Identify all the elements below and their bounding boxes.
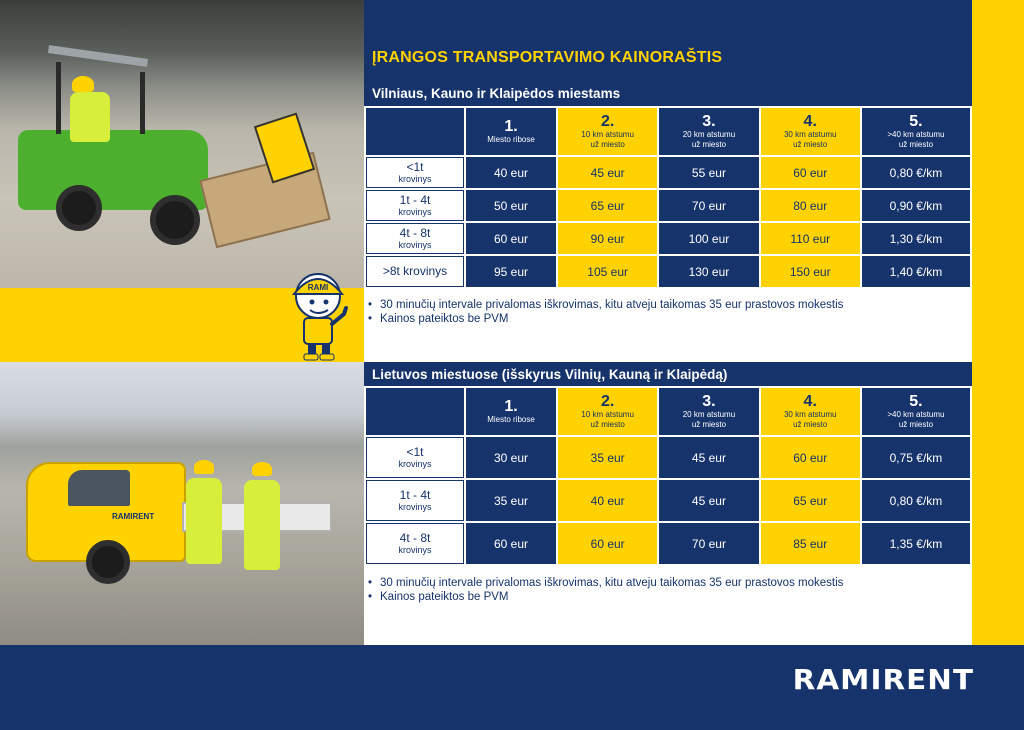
worker bbox=[186, 478, 222, 564]
van-window bbox=[68, 470, 130, 506]
table-corner bbox=[366, 388, 464, 435]
price-cell: 80 eur bbox=[761, 190, 860, 221]
loader-photo bbox=[0, 0, 364, 288]
price-cell: 50 eur bbox=[466, 190, 556, 221]
price-cell: 60 eur bbox=[761, 157, 860, 188]
column-header: 2. 10 km atstumu už miesto bbox=[558, 388, 657, 435]
price-cell: 130 eur bbox=[659, 256, 758, 287]
table-corner bbox=[366, 108, 464, 155]
mascot-helmet-text: RAMI bbox=[307, 283, 329, 292]
table-row bbox=[366, 157, 970, 188]
price-cell: 60 eur bbox=[466, 523, 556, 564]
price-cell: 55 eur bbox=[659, 157, 758, 188]
loader-wheel bbox=[56, 185, 102, 231]
price-cell: 0,80 €/km bbox=[862, 480, 970, 521]
van-logo-text: RAMIRENT bbox=[112, 512, 155, 521]
price-cell: 100 eur bbox=[659, 223, 758, 254]
price-cell: 95 eur bbox=[466, 256, 556, 287]
section2-notes bbox=[368, 576, 843, 604]
column-header: 1. Miesto ribose bbox=[466, 108, 556, 155]
note-item: • Kainos pateiktos be PVM bbox=[368, 590, 843, 604]
price-cell: 90 eur bbox=[558, 223, 657, 254]
operator-helmet bbox=[72, 76, 94, 92]
row-label: <1t krovinys bbox=[366, 157, 464, 188]
price-cell: 30 eur bbox=[466, 437, 556, 478]
footer bbox=[0, 645, 1024, 730]
table-body bbox=[366, 437, 970, 564]
column-header: 5. >40 km atstumu už miesto bbox=[862, 108, 970, 155]
loader-roof bbox=[48, 45, 148, 67]
column-header: 5. >40 km atstumu už miesto bbox=[862, 388, 970, 435]
price-cell: 45 eur bbox=[659, 480, 758, 521]
note-item: • 30 minučių intervale privalomas iškrovimas, kitu atveju taikomas 35 eur prastovos mokestis bbox=[368, 576, 843, 590]
price-cell: 70 eur bbox=[659, 523, 758, 564]
table-body bbox=[366, 157, 970, 287]
price-cell: 0,80 €/km bbox=[862, 157, 970, 188]
price-table-2 bbox=[364, 386, 972, 566]
section2-subtitle: Lietuvos miestuose (išskyrus Vilnių, Kauną ir Klaipėdą) bbox=[372, 367, 728, 382]
row-label: 1t - 4t krovinys bbox=[366, 480, 464, 521]
note-item: • Kainos pateiktos be PVM bbox=[368, 312, 843, 326]
row-label: 1t - 4t krovinys bbox=[366, 190, 464, 221]
worker-helmet bbox=[252, 462, 272, 476]
loader-wheel bbox=[150, 195, 200, 245]
column-header: 4. 30 km atstumu už miesto bbox=[761, 388, 860, 435]
price-cell: 40 eur bbox=[466, 157, 556, 188]
loader-post bbox=[140, 72, 145, 134]
worker-helmet bbox=[194, 460, 214, 474]
price-cell: 60 eur bbox=[466, 223, 556, 254]
price-cell: 1,30 €/km bbox=[862, 223, 970, 254]
loader-post bbox=[56, 62, 61, 134]
table-row bbox=[366, 437, 970, 478]
page-title: ĮRANGOS TRANSPORTAVIMO KAINORAŠTIS bbox=[372, 49, 723, 66]
column-header: 1. Miesto ribose bbox=[466, 388, 556, 435]
price-cell: 65 eur bbox=[558, 190, 657, 221]
price-cell: 110 eur bbox=[761, 223, 860, 254]
price-cell: 70 eur bbox=[659, 190, 758, 221]
ramirent-logo: RAMIRENT bbox=[792, 663, 975, 696]
price-cell: 85 eur bbox=[761, 523, 860, 564]
table-row bbox=[366, 256, 970, 287]
price-cell: 105 eur bbox=[558, 256, 657, 287]
price-cell: 60 eur bbox=[761, 437, 860, 478]
price-cell: 45 eur bbox=[659, 437, 758, 478]
price-cell: 1,40 €/km bbox=[862, 256, 970, 287]
price-cell: 60 eur bbox=[558, 523, 657, 564]
row-label: >8t krovinys bbox=[366, 256, 464, 287]
mascot-figure bbox=[284, 270, 354, 362]
price-cell: 35 eur bbox=[466, 480, 556, 521]
column-header: 3. 20 km atstumu už miesto bbox=[659, 108, 758, 155]
section1-subtitle: Vilniaus, Kauno ir Klaipėdos miestams bbox=[372, 86, 621, 101]
column-header: 4. 30 km atstumu už miesto bbox=[761, 108, 860, 155]
note-item: • 30 minučių intervale privalomas iškrovimas, kitu atveju taikomas 35 eur prastovos mokestis bbox=[368, 298, 843, 312]
price-cell: 1,35 €/km bbox=[862, 523, 970, 564]
price-cell: 40 eur bbox=[558, 480, 657, 521]
price-cell: 45 eur bbox=[558, 157, 657, 188]
row-label: 4t - 8t krovinys bbox=[366, 523, 464, 564]
worker bbox=[244, 480, 280, 570]
row-label: <1t krovinys bbox=[366, 437, 464, 478]
table-row bbox=[366, 223, 970, 254]
column-header: 2. 10 km atstumu už miesto bbox=[558, 108, 657, 155]
price-table-1 bbox=[364, 106, 972, 289]
table-row bbox=[366, 190, 970, 221]
column-header: 3. 20 km atstumu už miesto bbox=[659, 388, 758, 435]
operator bbox=[70, 92, 110, 142]
right-accent-strip bbox=[972, 0, 1024, 645]
price-cell: 65 eur bbox=[761, 480, 860, 521]
price-cell: 0,90 €/km bbox=[862, 190, 970, 221]
table-row bbox=[366, 480, 970, 521]
price-cell: 35 eur bbox=[558, 437, 657, 478]
price-cell: 0,75 €/km bbox=[862, 437, 970, 478]
row-label: 4t - 8t krovinys bbox=[366, 223, 464, 254]
section1-notes bbox=[368, 298, 843, 326]
table-row bbox=[366, 523, 970, 564]
van-wheel bbox=[86, 540, 130, 584]
price-cell: 150 eur bbox=[761, 256, 860, 287]
